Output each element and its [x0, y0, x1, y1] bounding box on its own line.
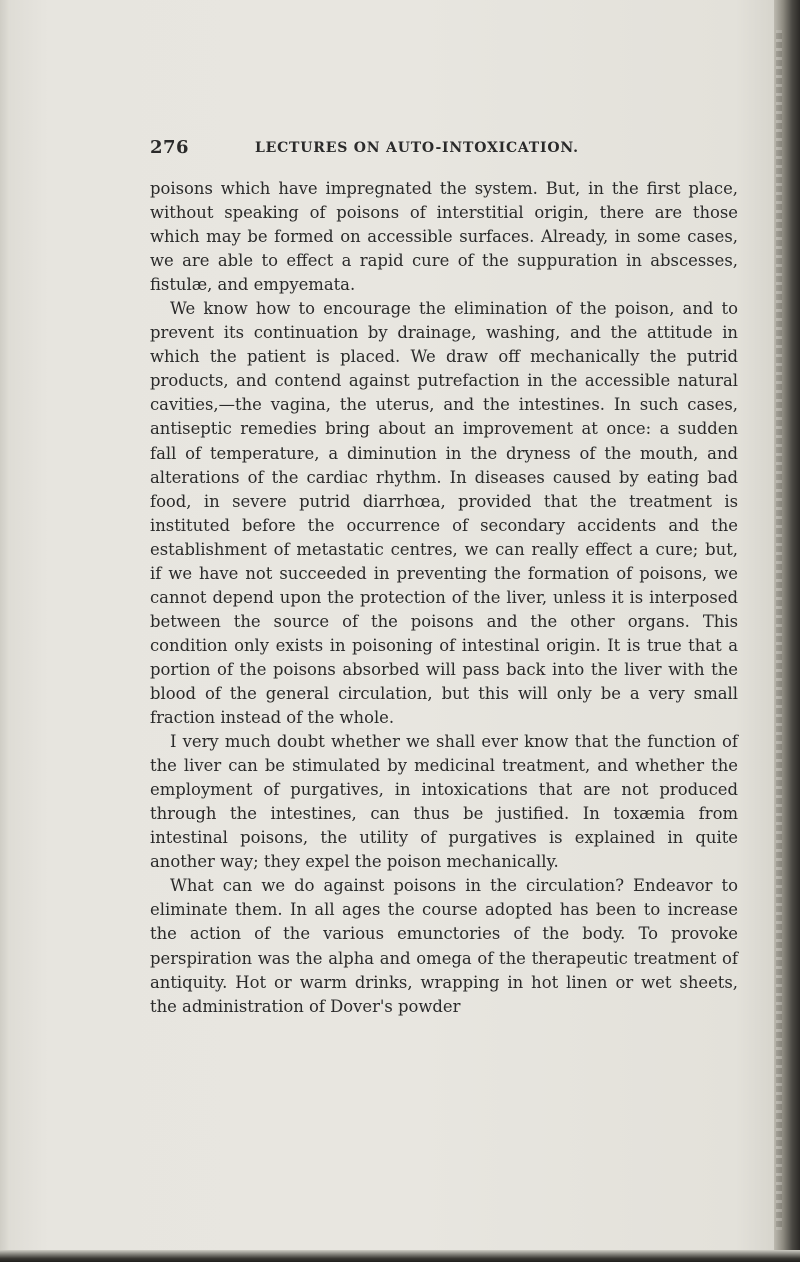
page-stack-edges	[776, 30, 782, 1230]
page-left-edge	[0, 0, 10, 1262]
paragraph-4: What can we do against poisons in the circulation? Endeavor to eliminate them. In all ages the course adopted has been to increase the action of the various emunctories of the body. To provoke perspiration was the alpha and omega of the therapeutic treatment of antiquity. Hot or warm drinks, wrapping in hot linen or wet sheets, the administration of Dover's powder	[150, 876, 738, 1016]
page-number: 276	[150, 137, 190, 158]
page-header	[150, 137, 740, 159]
running-head: LECTURES ON AUTO-INTOXICATION.	[255, 140, 579, 156]
body-text	[150, 177, 738, 1019]
paragraph-1: poisons which have impregnated the system. But, in the first place, without speaking of poisons of interstitial origin, there are those which may be formed on accessible surfaces. Already, in some cases, we are able to effect a rapid cure of the suppuration in abscesses, fistulæ, and empyemata.	[150, 179, 738, 295]
paragraph-3: I very much doubt whether we shall ever know that the function of the liver can be stimulated by medicinal treatment, and whether the employment of purgatives, in intoxications that are not produced through the intestines, can thus be justified. In toxæmia from intestinal poisons, the utility of purgatives is explained in quite another way; they expel the poison mechanically.	[150, 732, 738, 872]
paragraph-2: We know how to encourage the elimination of the poison, and to prevent its continuation by drainage, washing, and the attitude in which the patient is placed. We draw off mechanically the putrid products, and contend against putrefaction in the accessible natural cavities,—the vagina, the uterus, and the intestines. In such cases, antiseptic remedies bring about an improvement at once: a sudden fall of temperature, a diminution in the dryness of the mouth, and alterations of the cardiac rhythm. In diseases caused by eating bad food, in severe putrid diarrhœa, provided that the treatment is instituted before the occurrence of secondary accidents and the establishment of metastatic centres, we can really effect a cure; but, if we have not succeeded in preventing the formation of poisons, we cannot depend upon the protection of the liver, unless it is interposed between the source of the poisons and the other organs. This condition only exists in poisoning of intestinal origin. It is true that a portion of the poisons absorbed will pass back into the liver with the blood of the general circulation, but this will only be a very small fraction instead of the whole.	[150, 299, 738, 728]
page-bottom-shadow	[0, 1250, 800, 1262]
